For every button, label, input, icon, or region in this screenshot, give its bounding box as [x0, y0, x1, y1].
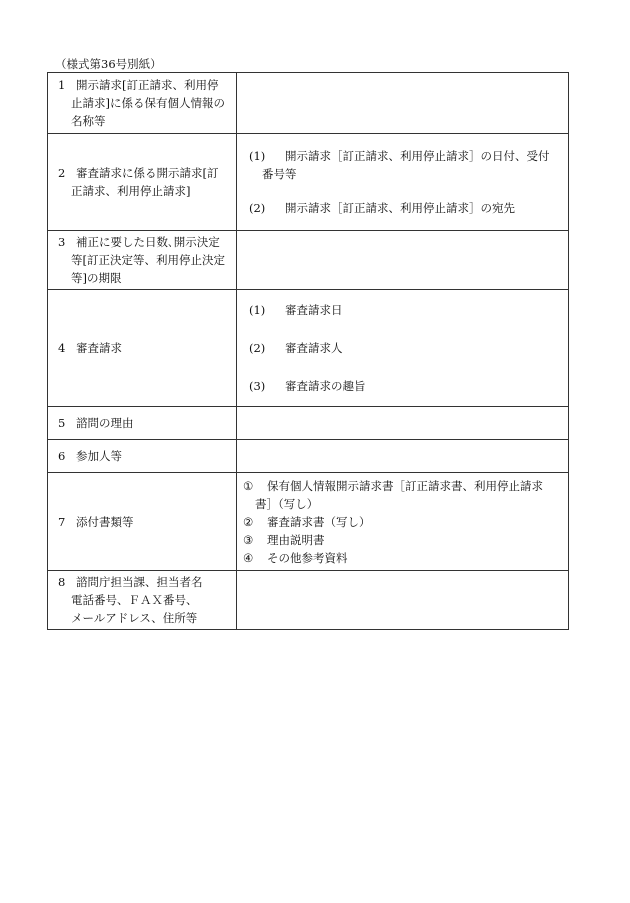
attachment-text: 保有個人情報開示請求書［訂正請求書、利用停止請求: [267, 478, 543, 493]
attachment-marker: ③: [243, 532, 254, 547]
row-content-cell: [237, 473, 569, 571]
row-label-line: 添付書類等: [76, 514, 134, 529]
row-label-line: 審査請求: [76, 341, 122, 355]
row-content-cell: [237, 134, 569, 231]
attachment-item: [243, 513, 560, 531]
row-number: 1: [58, 78, 66, 92]
row-content-cell[interactable]: [237, 440, 569, 473]
row-label-cell: [48, 134, 237, 231]
attachment-text: 審査請求書（写し）: [267, 514, 371, 529]
row-number: 5: [58, 416, 66, 430]
attachment-text: 書］（写し）: [255, 496, 319, 511]
row-number: 3: [58, 235, 66, 249]
row-label-line: 等]の期限: [71, 271, 122, 285]
sub-item-text: 番号等: [262, 167, 297, 181]
sub-item: [249, 147, 560, 165]
row-label-cell: [48, 73, 237, 134]
row-label-line: 補正に要した日数､開示決定: [76, 235, 220, 249]
row-label-line: 正請求、利用停止請求]: [71, 184, 191, 198]
sub-item-marker: (1): [249, 303, 266, 317]
form-caption: （様式第36号別紙）: [55, 57, 162, 71]
table-row: [48, 440, 569, 473]
sub-item: [249, 199, 560, 217]
sub-item-text: 審査請求人: [285, 341, 343, 355]
row-label-line: 諮問の理由: [76, 416, 134, 430]
row-label-line: 参加人等: [76, 449, 122, 463]
sub-item-text: 開示請求［訂正請求、利用停止請求］の宛先: [285, 201, 515, 215]
row-number: 2: [58, 166, 66, 180]
row-content-cell[interactable]: [237, 231, 569, 290]
row-label-line: 名称等: [71, 114, 106, 128]
row-content-cell[interactable]: [237, 571, 569, 630]
sub-item-marker: (1): [249, 149, 266, 163]
row-number: 8: [58, 575, 66, 589]
sub-item-text: 審査請求日: [285, 303, 343, 317]
row-label-line: 審査請求に係る開示請求[訂: [76, 166, 219, 180]
form-table: [47, 72, 569, 630]
table-row: [48, 571, 569, 630]
attachment-item: [243, 477, 560, 495]
table-row: [48, 407, 569, 440]
sub-item: [249, 339, 560, 357]
row-label-cell: [48, 231, 237, 290]
row-label-line: 電話番号、ＦＡＸ番号、: [71, 593, 198, 607]
sub-item-text: 審査請求の趣旨: [285, 379, 366, 393]
row-content-cell[interactable]: [237, 407, 569, 440]
table-row: [48, 134, 569, 231]
table-row: [48, 73, 569, 134]
sub-item-marker: (2): [249, 341, 266, 355]
row-label-line: 諮問庁担当課、担当者名: [76, 575, 203, 589]
row-number: 6: [58, 449, 66, 463]
row-label-cell: [48, 571, 237, 630]
row-label-line: 開示請求[訂正請求、利用停: [76, 78, 219, 92]
attachment-marker: ①: [243, 478, 254, 493]
table-row: [48, 231, 569, 290]
table-row: [48, 290, 569, 407]
sub-item: [249, 377, 560, 395]
sub-item: [249, 301, 560, 319]
attachment-text: その他参考資料: [267, 550, 348, 565]
row-label-line: 止請求]に係る保有個人情報の: [71, 96, 225, 110]
row-number: 4: [58, 341, 66, 355]
attachment-marker: ②: [243, 514, 254, 529]
sub-item-text: 開示請求［訂正請求、利用停止請求］の日付、受付: [285, 149, 550, 163]
table-row: [48, 473, 569, 571]
row-label-cell: [48, 440, 237, 473]
attachment-item: [243, 531, 560, 549]
row-number: 7: [58, 514, 66, 529]
attachment-item: [243, 549, 560, 567]
row-label-cell: [48, 290, 237, 407]
attachment-text: 理由説明書: [267, 532, 325, 547]
sub-item-marker: (2): [249, 201, 266, 215]
row-label-cell: [48, 407, 237, 440]
row-content-cell[interactable]: [237, 73, 569, 134]
row-content-cell: [237, 290, 569, 407]
attachment-marker: ④: [243, 550, 254, 565]
row-label-cell: [48, 473, 237, 571]
row-label-line: 等[訂正決定等、利用停止決定: [71, 253, 225, 267]
row-label-line: メールアドレス、住所等: [71, 611, 198, 625]
sub-item-marker: (3): [249, 379, 266, 393]
